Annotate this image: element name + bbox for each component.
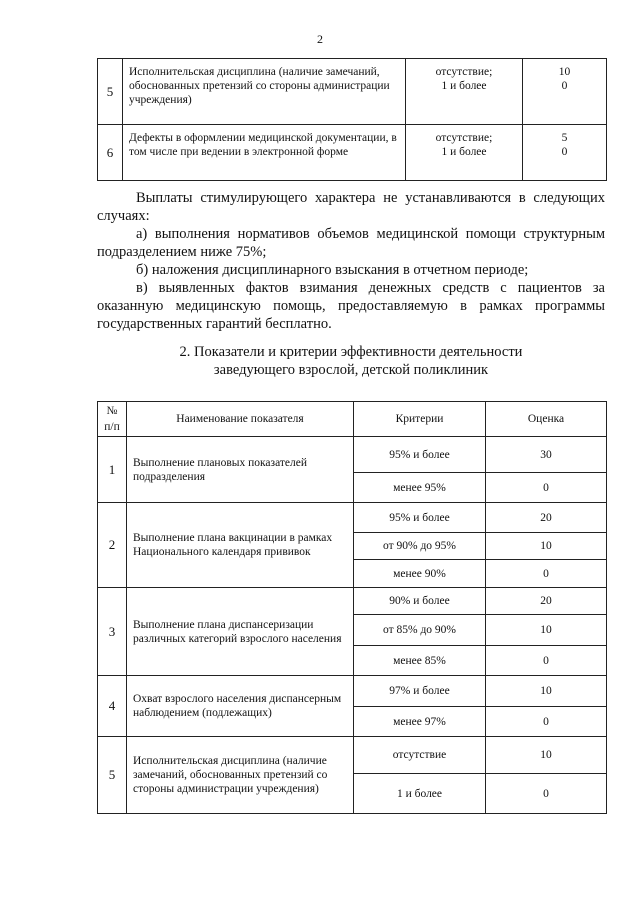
criteria-value: 95% и более	[354, 503, 486, 533]
score-value: 30	[486, 437, 607, 473]
section-heading	[97, 343, 605, 379]
page-number: 2	[317, 32, 323, 46]
table-row	[98, 125, 607, 181]
criteria-value: отсутствие;	[435, 132, 493, 144]
header-score: Оценка	[486, 402, 607, 437]
row-number: 1	[98, 437, 127, 503]
score-value: 10	[486, 615, 607, 646]
criteria-value: менее 95%	[354, 473, 486, 503]
continued-criteria-table	[97, 58, 607, 181]
score-value: 0	[486, 646, 607, 676]
indicator-name: Выполнение плана вакцинации в рамках Национального календаря прививок	[127, 503, 354, 588]
score-value: 0	[486, 774, 607, 814]
criteria-value: менее 85%	[354, 646, 486, 676]
paragraph-item-c: в) выявленных фактов взимания денежных средств с пациентов за оказанную медицинскую помощь, предоставляемую в рамках программы государственных гарантий бесплатно.	[97, 280, 605, 332]
table-row	[98, 588, 607, 615]
paragraph-item-a: а) выполнения нормативов объемов медицинской помощи структурным подразделением ниже 75%;	[97, 226, 605, 260]
row-number: 2	[98, 503, 127, 588]
row-number: 5	[98, 59, 123, 125]
criteria-value: от 85% до 90%	[354, 615, 486, 646]
row-number: 3	[98, 588, 127, 676]
row-number: 5	[98, 737, 127, 814]
header-indicator-name: Наименование показателя	[127, 402, 354, 437]
criteria-value: от 90% до 95%	[354, 533, 486, 560]
score-value: 10	[486, 737, 607, 774]
score-value: 10	[486, 533, 607, 560]
indicator-name: Выполнение плана диспансеризации различных категорий взрослого населения	[127, 588, 354, 676]
table-row	[98, 737, 607, 774]
indicator-name: Дефекты в оформлении медицинской документации, в том числе при ведении в электронной форме	[123, 125, 406, 181]
indicator-name: Выполнение плановых показателей подразделения	[127, 437, 354, 503]
criteria-value: менее 90%	[354, 560, 486, 588]
score-value: 0	[561, 80, 568, 92]
score-value: 5	[561, 132, 568, 144]
criteria-value: отсутствие	[354, 737, 486, 774]
table-header-row	[98, 402, 607, 437]
criteria-value: 90% и более	[354, 588, 486, 615]
section-heading-line: 2. Показатели и критерии эффективности деятельности	[179, 344, 523, 360]
criteria-cell	[406, 59, 523, 125]
score-value: 0	[561, 146, 568, 158]
criteria-value: 97% и более	[354, 676, 486, 707]
header-number-top: №	[106, 405, 118, 417]
header-criteria: Критерии	[354, 402, 486, 437]
criteria-value: 1 и более	[441, 80, 487, 92]
criteria-value: 1 и более	[354, 774, 486, 814]
table-row	[98, 437, 607, 473]
table-row	[98, 503, 607, 533]
criteria-value: 95% и более	[354, 437, 486, 473]
header-number-bottom: п/п	[104, 421, 120, 433]
score-cell	[523, 125, 607, 181]
indicator-name: Исполнительская дисциплина (наличие замечаний, обоснованных претензий со стороны администрации учреждения)	[123, 59, 406, 125]
paragraph-intro: Выплаты стимулирующего характера не устанавливаются в следующих случаях:	[97, 190, 605, 224]
score-value: 0	[486, 560, 607, 588]
score-cell	[523, 59, 607, 125]
score-value: 10	[558, 66, 571, 78]
score-value: 20	[486, 503, 607, 533]
row-number: 4	[98, 676, 127, 737]
paragraph-item-b: б) наложения дисциплинарного взыскания в отчетном периоде;	[136, 262, 529, 278]
row-number: 6	[98, 125, 123, 181]
indicator-name: Исполнительская дисциплина (наличие замечаний, обоснованных претензий со стороны администрации учреждения)	[127, 737, 354, 814]
score-value: 0	[486, 707, 607, 737]
criteria-cell	[406, 125, 523, 181]
score-value: 10	[486, 676, 607, 707]
criteria-value: отсутствие;	[435, 66, 493, 78]
criteria-table	[97, 401, 607, 814]
criteria-value: менее 97%	[354, 707, 486, 737]
score-value: 0	[486, 473, 607, 503]
score-value: 20	[486, 588, 607, 615]
section-heading-line: заведующего взрослой, детской поликлиник	[213, 362, 489, 378]
header-number	[98, 402, 127, 437]
table-row	[98, 676, 607, 707]
criteria-value: 1 и более	[441, 146, 487, 158]
table-row	[98, 59, 607, 125]
indicator-name: Охват взрослого населения диспансерным наблюдением (подлежащих)	[127, 676, 354, 737]
